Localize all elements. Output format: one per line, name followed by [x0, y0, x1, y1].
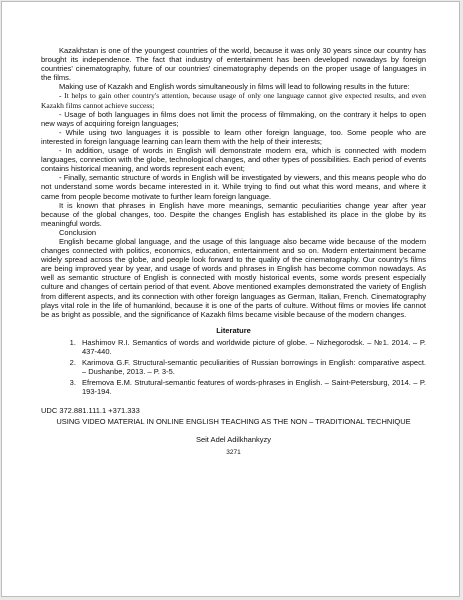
paragraph: - Finally, semantic structure of words in English will be investigated by viewers, and this means people who do not understand some words became interested in it. While trying to find out what this word means, and where it came from people become motivate to further learn foreign language. — [41, 173, 426, 201]
conclusion-paragraph: English became global language, and the usage of this language also became wide because of the modern changes connected with politics, economics, education, entertainment and so on. Modern entertainment became widely spread across the globe, and people look forward to the quality of the cinematography. Our country's films are being improved year by year, and usage of words and phrases in English has become common nowadays. As well as semantic structure of English is connected with mostly historical events, some words present especially culture and changes of certain period of that event. Above mentioned examples demonstrated the variety of English from different aspects, and its connection with other foreign languages as German, Italian, French. Cinematography plays vital role in the life of humankind, because it is one of the parts of culture. Without films or movies life cannot be as bright as possible, and the significance of Kazakh films became visible because of the modern changes. — [41, 236, 426, 319]
author-name: Seit Adel Adilkhankyzy — [195, 434, 272, 444]
reference-item: 2. Karimova G.F. Structural-semantic peculiarities of Russian borrowings in English: comparative aspect. – Dushanbe, 2013. – P. 3-5. — [78, 358, 426, 376]
conclusion-heading: Conclusion — [59, 227, 97, 237]
article-title: USING VIDEO MATERIAL IN ONLINE ENGLISH TEACHING AS THE NON – TRADITIONAL TECHNIQUE — [56, 416, 411, 426]
paragraph: Making use of Kazakh and English words simultaneously in films will lead to following results in the future: — [59, 82, 410, 92]
paragraph: - In addition, usage of words in English will demonstrate modern era, which is connected with modern languages, connection with the globe, technological changes, and other types of possibilities. Each period of events contains historical meaning, and words represent each event; — [41, 146, 426, 174]
paragraph: - It helps to gain other country's attention, because usage of only one language cannot give expected results, and even Kazakh films cannot achieve success; — [41, 91, 426, 110]
reference-item: 3. Efremova E.M. Strutural-semantic features of words-phrases in English. – Saint-Petersburg, 2014. – P. 193-194. — [78, 378, 426, 396]
paragraph: Kazakhstan is one of the youngest countries of the world, because it was only 30 years since our country has brought its independence. The fact that industry of entertainment has been developed nowadays by foreign countries' cinematography, future of our countries' cinematography depends on the proper usage of languages in the films. — [41, 46, 426, 83]
reference-item: 1. Hashimov R.I. Semantics of words and worldwide picture of globe. – Nizhegorodsk. – №1. 2014. – P. 437-440. — [78, 338, 426, 356]
page-number: 3271 — [226, 448, 241, 456]
body-text — [41, 46, 426, 457]
reference-list — [41, 338, 426, 397]
paragraph: - Usage of both languages in films does not limit the process of filmmaking, on the contrary it helps to open new ways of acquiring foreign languages; — [41, 109, 426, 128]
paragraph: - While using two languages it is possible to learn other foreign language, too. Some people who are interested in foreign language learning can learn them with the help of their interests; — [41, 127, 426, 146]
paragraph: It is known that phrases in English have more meanings, semantic peculiarities change year after year because of the global changes, too. Despite the changes English has established its place in the globe by its meaningful words. — [41, 200, 426, 228]
literature-title: Literature — [216, 325, 251, 335]
document-page — [1, 1, 460, 597]
udc-code: UDC 372.881.111.1 +371.333 — [41, 406, 140, 416]
